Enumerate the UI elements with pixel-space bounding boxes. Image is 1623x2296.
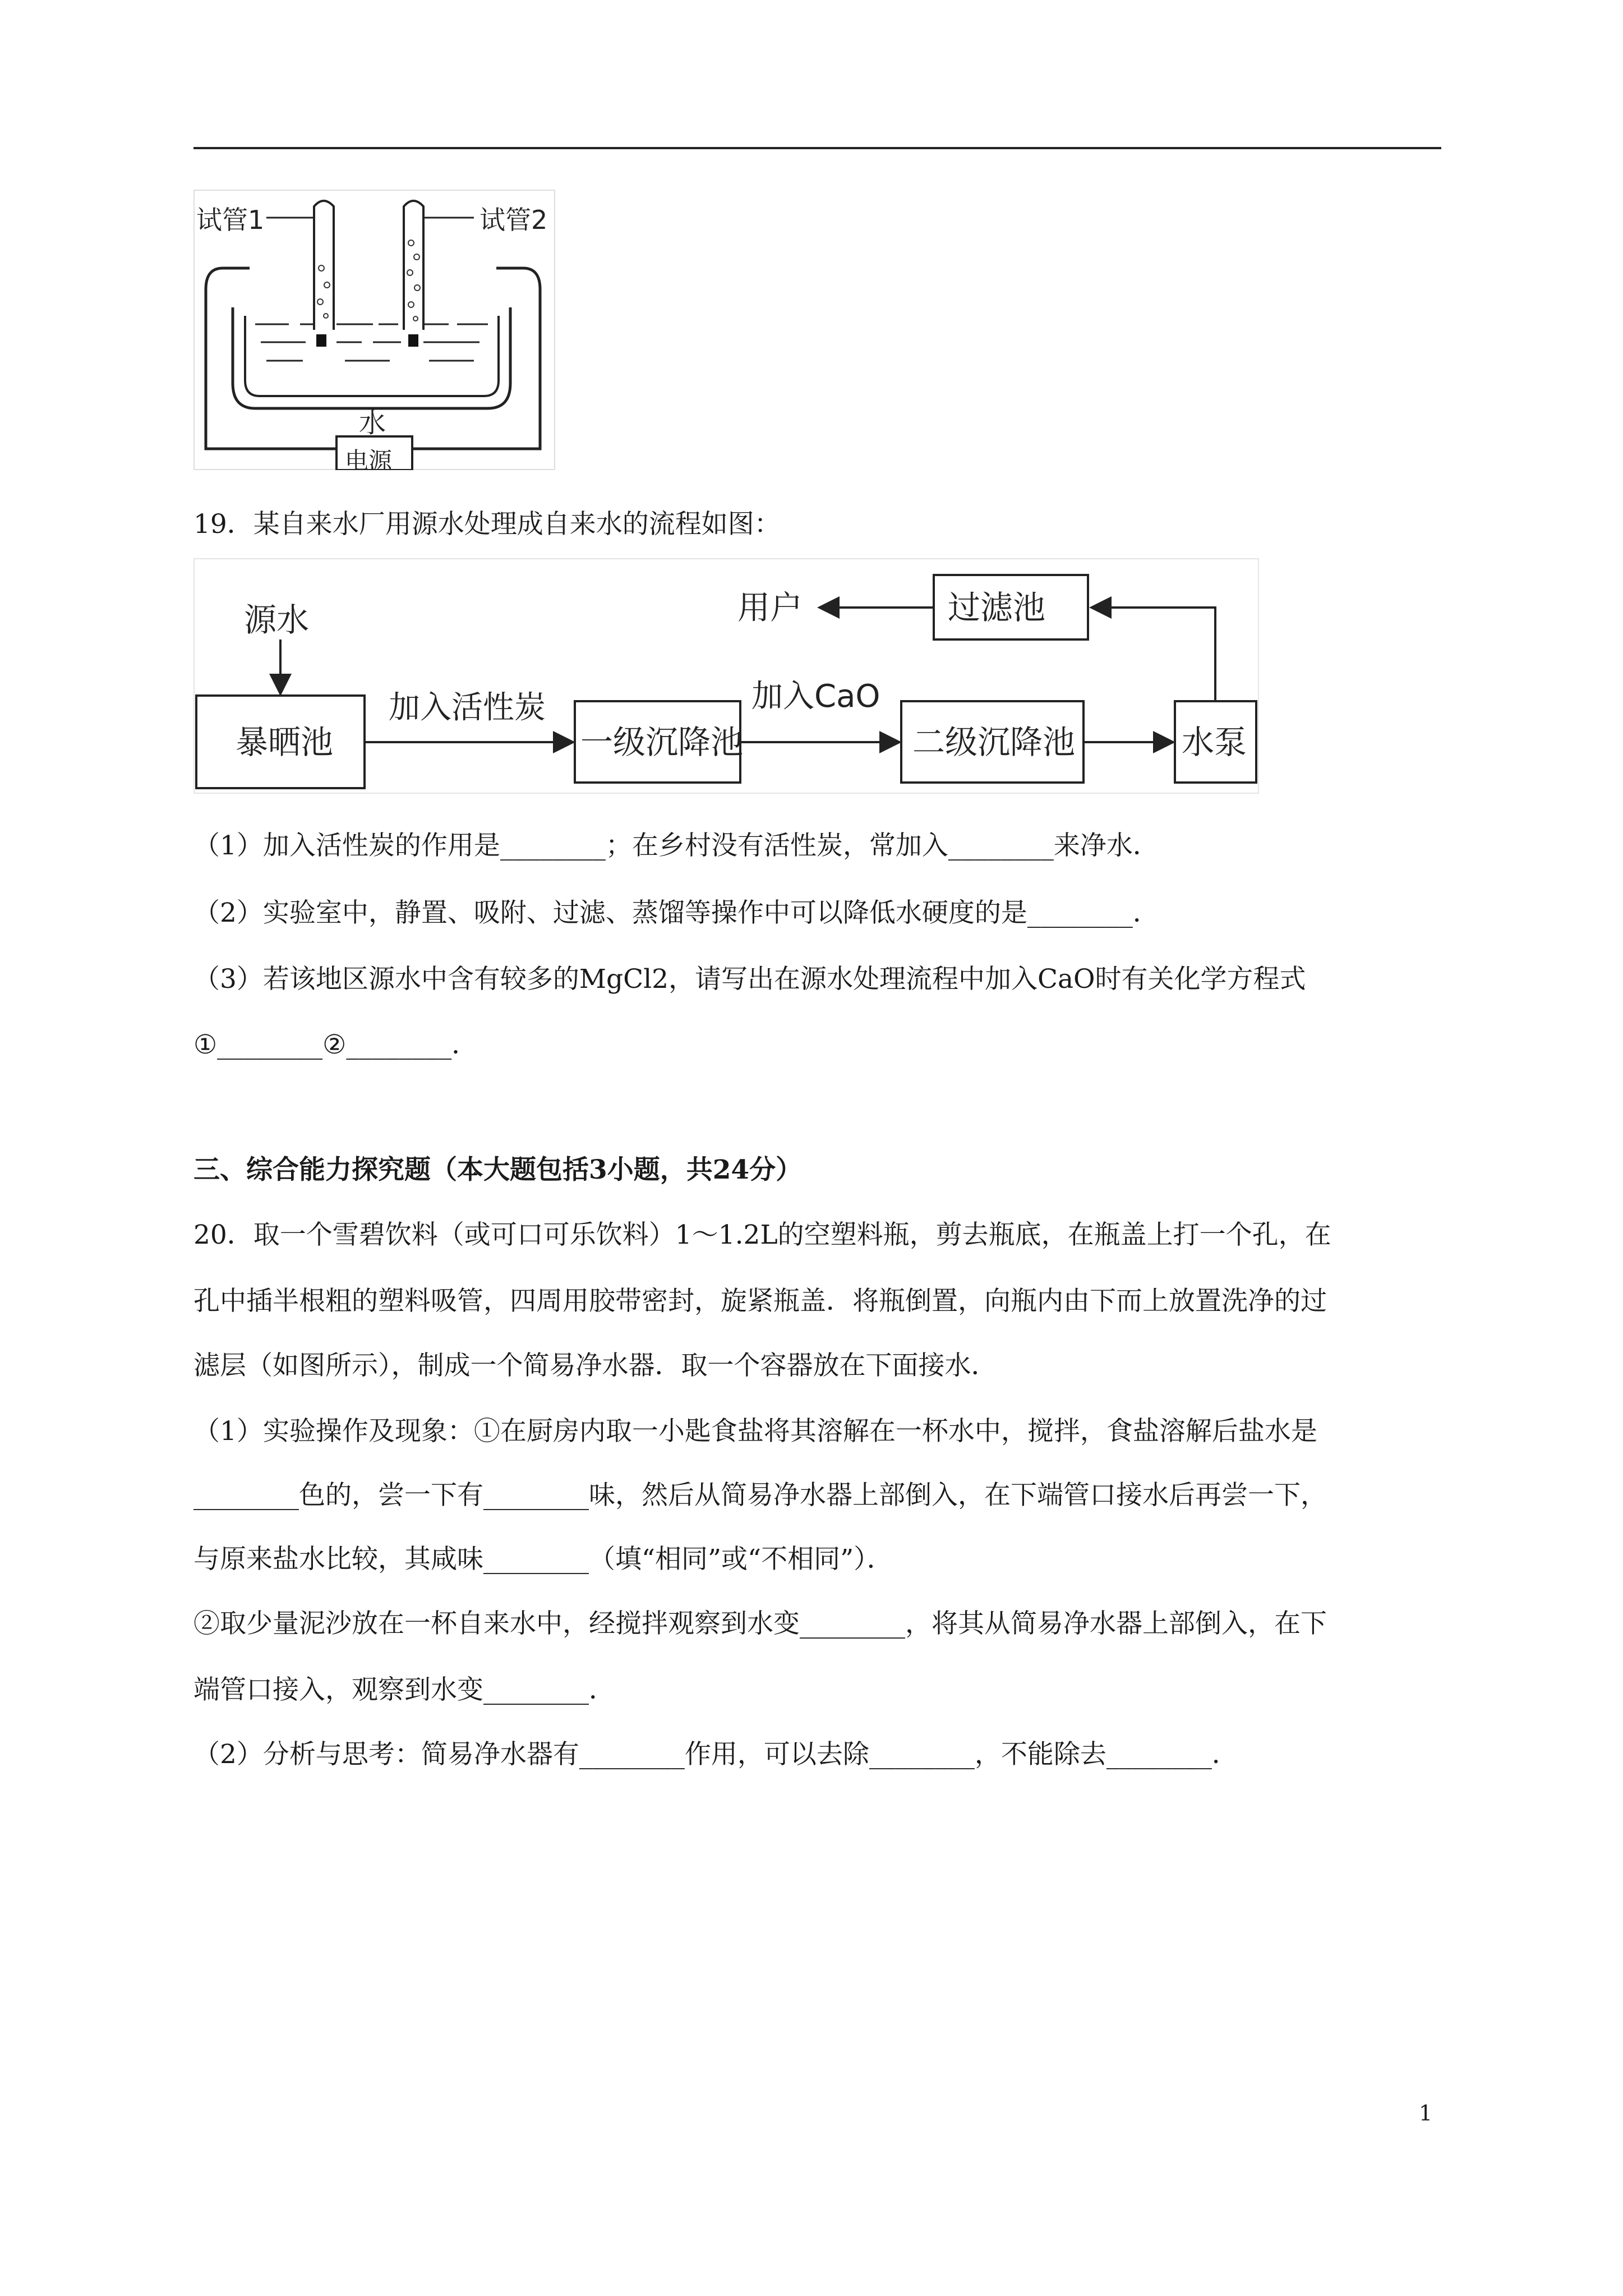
- q20-line7: ②取少量泥沙放在一杯自来水中，经搅拌观察到水变________，将其从简易净水器上部倒入，在下: [193, 1608, 1327, 1639]
- pump-label: 水泵: [1182, 723, 1247, 761]
- primary-tank-label: 一级沉降池: [580, 723, 744, 761]
- add-carbon-label: 加入活性炭: [389, 689, 546, 726]
- secondary-tank-label: 二级沉降池: [912, 723, 1076, 761]
- q20-line4: （1）实验操作及现象：①在厨房内取一小匙食盐将其溶解在一杯水中，搅拌，食盐溶解后盐水是: [193, 1416, 1317, 1447]
- water-label: 水: [359, 407, 386, 439]
- header-rule: [193, 147, 1441, 149]
- section3-heading: 三、综合能力探究题（本大题包括3小题，共24分）: [193, 1154, 803, 1185]
- add-cao-label: 加入CaO: [751, 678, 880, 715]
- filter-pool-label: 过滤池: [948, 588, 1046, 627]
- power-label: 电源: [345, 447, 393, 470]
- flowchart-diagram: [193, 558, 1259, 794]
- page-number: 1: [1419, 2101, 1433, 2125]
- q19-part3: （3）若该地区源水中含有较多的MgCl2，请写出在源水处理流程中加入CaO时有关化学方程式: [193, 964, 1306, 995]
- q20-line8: 端管口接入，观察到水变________．: [193, 1674, 615, 1705]
- tube1-label: 试管1: [196, 205, 265, 235]
- tube2-label: 试管2: [479, 205, 548, 235]
- q20-line2: 孔中插半根粗的塑料吸管，四周用胶带密封，旋紧瓶盖．将瓶倒置，向瓶内由下而上放置洗净的过: [193, 1286, 1327, 1317]
- q20-line9: （2）分析与思考：简易净水器有________作用，可以去除________，不能除去________．: [193, 1739, 1238, 1770]
- users-label: 用户: [737, 588, 803, 627]
- q19-part1: （1）加入活性炭的作用是________；在乡村没有活性炭，常加入________来净水．: [193, 830, 1159, 861]
- q20-line6: 与原来盐水比较，其咸味________（填“相同”或“不相同”）．: [193, 1544, 893, 1575]
- exposure-pool-label: 暴晒池: [236, 723, 334, 761]
- source-water-label: 源水: [244, 601, 310, 639]
- q19-part2: （2）实验室中，静置、吸附、过滤、蒸馏等操作中可以降低水硬度的是________．: [193, 898, 1159, 928]
- q19-part4: ①________②________．: [193, 1029, 478, 1060]
- water-treatment-flowchart: [193, 558, 1259, 794]
- q20-line1: 20．取一个雪碧饮料（或可口可乐饮料）1～1.2L的空塑料瓶，剪去瓶底，在瓶盖上打一个孔，在: [193, 1220, 1331, 1250]
- q19-stem: 19．某自来水厂用源水处理成自来水的流程如图：: [193, 509, 781, 540]
- q20-line3: 滤层（如图所示），制成一个简易净水器．取一个容器放在下面接水．: [193, 1350, 998, 1381]
- electrolysis-figure: [193, 190, 555, 470]
- q20-line5: ________色的，尝一下有________味，然后从简易净水器上部倒入，在下端管口接水后再尝一下，: [193, 1480, 1327, 1511]
- electrolysis-diagram: [193, 190, 555, 470]
